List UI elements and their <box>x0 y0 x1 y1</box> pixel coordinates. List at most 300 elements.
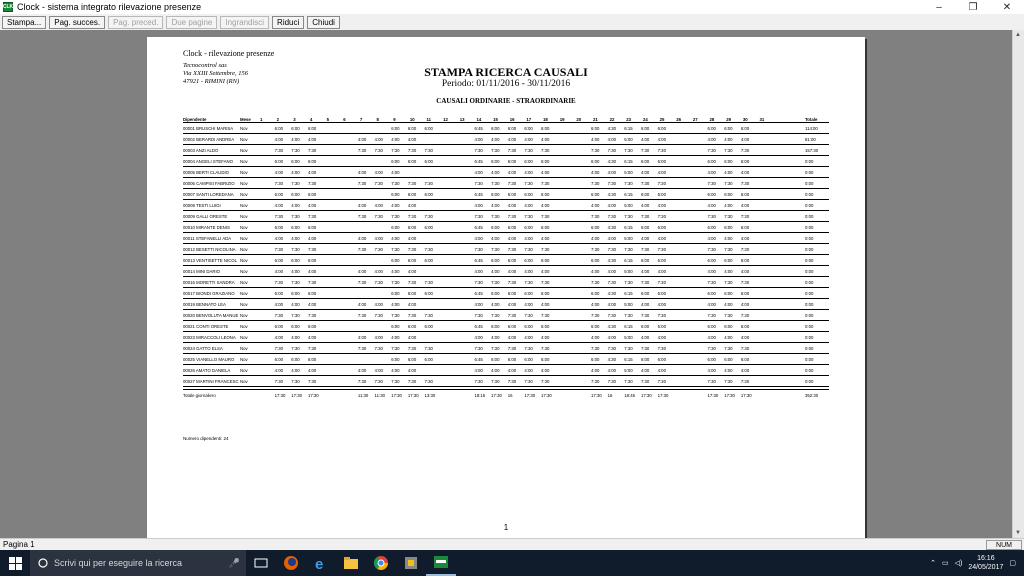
day-value: 6:00 <box>707 291 716 296</box>
previous-page-button[interactable]: Pag. preced. <box>108 16 163 29</box>
day-value: 7:30 <box>657 214 666 219</box>
day-value: 6:00 <box>591 291 600 296</box>
row-month: Nov <box>240 170 248 175</box>
taskbar-clock[interactable] <box>968 554 1003 572</box>
day-value: 6:00 <box>740 159 750 164</box>
header-employee: Dipendente <box>183 117 207 122</box>
row-total: 0:00 <box>805 181 814 186</box>
day-value: 7:30 <box>707 379 716 384</box>
daily-total: 17:30 <box>391 393 402 398</box>
day-value: 4:30 <box>607 126 617 131</box>
day-value: 6:00 <box>424 324 433 329</box>
zoom-out-button[interactable]: Riduci <box>272 16 304 29</box>
day-value: 4:00 <box>640 335 650 340</box>
day-value: 7:30 <box>407 346 417 351</box>
next-page-button[interactable]: Pag. succes. <box>49 16 105 29</box>
day-value: 7:30 <box>591 148 600 153</box>
day-value: 4:00 <box>507 368 517 373</box>
header-day: 26 <box>676 117 682 122</box>
table-row <box>183 343 829 354</box>
day-value: 7:30 <box>724 181 733 186</box>
day-value: 6:00 <box>307 159 317 164</box>
day-value: 6:00 <box>424 192 433 197</box>
row-month: Nov <box>240 357 248 362</box>
day-value: 7:30 <box>624 148 633 153</box>
day-value: 6:45 <box>474 357 483 362</box>
day-value: 6:00 <box>391 324 400 329</box>
day-value: 7:30 <box>407 181 417 186</box>
daily-total: 18:15 <box>474 393 486 398</box>
daily-total: 17:30 <box>740 393 752 398</box>
day-value: 4:00 <box>374 269 383 274</box>
row-total: 0:00 <box>805 192 814 197</box>
search-icon <box>38 558 48 568</box>
day-value: 6:00 <box>707 258 716 263</box>
system-tray <box>930 554 1024 572</box>
row-total: 0:00 <box>805 379 814 384</box>
day-value: 7:30 <box>391 148 400 153</box>
employee-name: 00003 ANZI ALDO <box>183 148 219 153</box>
day-value: 4:00 <box>524 137 533 142</box>
row-total: 0:00 <box>805 335 814 340</box>
day-value: 4:00 <box>491 203 500 208</box>
window-titlebar <box>0 0 1024 14</box>
day-value: 7:30 <box>524 214 533 219</box>
day-value: 4:00 <box>591 269 600 274</box>
day-value: 7:30 <box>491 346 500 351</box>
day-value: 4:00 <box>524 203 533 208</box>
day-value: 6:45 <box>474 225 483 230</box>
day-value: 6:00 <box>707 357 716 362</box>
day-value: 6:00 <box>274 357 284 362</box>
edge-icon[interactable] <box>306 550 336 576</box>
day-value: 7:30 <box>591 346 600 351</box>
day-value: 6:00 <box>707 192 716 197</box>
day-value: 6:00 <box>740 192 750 197</box>
day-value: 4:00 <box>607 269 617 274</box>
day-value: 6:00 <box>274 159 284 164</box>
microphone-icon[interactable]: 🎤 <box>228 557 240 568</box>
table-row <box>183 277 829 288</box>
day-value: 7:30 <box>624 247 633 252</box>
day-value: 4:00 <box>507 170 517 175</box>
preview-toolbar <box>0 14 1024 30</box>
day-value: 4:00 <box>640 170 650 175</box>
header-day: 14 <box>476 117 482 122</box>
day-value: 7:30 <box>291 346 300 351</box>
day-value: 4:00 <box>374 170 383 175</box>
day-value: 7:30 <box>591 280 600 285</box>
day-value: 7:30 <box>591 313 600 318</box>
day-value: 6:00 <box>640 324 650 329</box>
day-value: 7:30 <box>607 148 617 153</box>
row-month: Nov <box>240 368 248 373</box>
day-value: 6:00 <box>507 291 517 296</box>
day-value: 7:30 <box>274 313 284 318</box>
day-value: 4:00 <box>591 137 600 142</box>
day-value: 7:30 <box>740 280 750 285</box>
report-title: STAMPA RICERCA CAUSALI <box>424 65 588 79</box>
minimize-button[interactable]: – <box>936 1 942 13</box>
day-value: 4:00 <box>724 335 733 340</box>
day-value: 4:00 <box>391 368 400 373</box>
day-value: 6:00 <box>524 159 533 164</box>
chrome-icon[interactable] <box>366 550 396 576</box>
day-value: 4:00 <box>541 203 550 208</box>
day-value: 4:00 <box>357 368 367 373</box>
clock-time: 16:16 <box>977 555 995 562</box>
table-row <box>183 299 829 310</box>
daily-total: 11:30 <box>374 393 385 398</box>
table-row <box>183 189 829 200</box>
zoom-in-button[interactable]: Ingrandisci <box>220 16 269 29</box>
day-value: 4:00 <box>307 335 317 340</box>
header-day: 11 <box>426 117 432 122</box>
day-value: 6:00 <box>291 159 300 164</box>
row-total: 114:00 <box>805 126 818 131</box>
daily-total: 17:30 <box>491 393 502 398</box>
day-value: 4:00 <box>407 137 417 142</box>
table-row <box>183 255 829 266</box>
employee-name: 00005 BERTI CLAUDIO <box>183 170 230 175</box>
table-row <box>183 310 829 321</box>
day-value: 6:00 <box>724 159 733 164</box>
firefox-icon[interactable] <box>276 550 306 576</box>
daily-total: 17:30 <box>724 393 735 398</box>
header-day: 1 <box>260 117 263 122</box>
daily-total: 17:30 <box>541 393 552 398</box>
day-value: 7:30 <box>740 379 750 384</box>
num-lock-indicator: NUM <box>986 540 1022 550</box>
day-value: 7:30 <box>274 214 284 219</box>
day-value: 7:30 <box>607 181 617 186</box>
day-value: 4:00 <box>707 203 716 208</box>
day-value: 4:00 <box>657 269 666 274</box>
day-value: 4:00 <box>640 236 650 241</box>
day-value: 6:45 <box>474 324 483 329</box>
day-value: 7:30 <box>624 313 633 318</box>
day-value: 7:30 <box>407 313 417 318</box>
day-value: 4:00 <box>591 236 600 241</box>
day-value: 4:30 <box>607 357 617 362</box>
day-value: 7:30 <box>424 313 433 318</box>
day-value: 4:00 <box>507 302 517 307</box>
day-value: 4:00 <box>291 302 300 307</box>
day-value: 4:00 <box>274 236 284 241</box>
daily-total: 17:30 <box>307 393 319 398</box>
header-month: Mese <box>240 117 251 122</box>
day-value: 4:00 <box>707 302 716 307</box>
day-value: 7:30 <box>424 379 433 384</box>
day-value: 4:00 <box>657 236 666 241</box>
day-value: 6:00 <box>407 258 417 263</box>
print-button[interactable]: Stampa... <box>2 16 46 29</box>
clock-taskbar-icon[interactable] <box>426 550 456 576</box>
day-value: 7:30 <box>541 247 550 252</box>
day-value: 7:30 <box>640 181 650 186</box>
day-value: 7:30 <box>640 346 650 351</box>
day-value: 7:30 <box>374 181 383 186</box>
day-value: 6:00 <box>524 258 533 263</box>
day-value: 4:00 <box>657 203 666 208</box>
day-value: 4:00 <box>357 269 367 274</box>
table-row <box>183 145 829 156</box>
day-value: 7:30 <box>624 379 633 384</box>
day-value: 4:00 <box>391 302 400 307</box>
day-value: 4:00 <box>541 302 550 307</box>
day-value: 6:00 <box>541 159 550 164</box>
day-value: 7:30 <box>624 181 633 186</box>
day-value: 4:00 <box>640 302 650 307</box>
close-preview-button[interactable]: Chiudi <box>307 16 340 29</box>
row-month: Nov <box>240 379 248 384</box>
day-value: 7:30 <box>407 379 417 384</box>
day-value: 6:45 <box>474 258 483 263</box>
day-value: 7:30 <box>291 313 300 318</box>
day-value: 6:45 <box>474 126 483 131</box>
vertical-scrollbar[interactable] <box>1012 30 1024 538</box>
day-value: 6:00 <box>524 291 533 296</box>
day-value: 6:00 <box>424 225 433 230</box>
day-value: 6:00 <box>724 225 733 230</box>
chevron-up-icon[interactable]: ⌃ <box>930 560 936 567</box>
row-total: 0:00 <box>805 247 814 252</box>
day-value: 4:00 <box>657 137 666 142</box>
day-value: 6:00 <box>307 258 317 263</box>
day-value: 4:00 <box>707 335 716 340</box>
day-value: 6:00 <box>424 159 433 164</box>
table-row <box>183 354 829 365</box>
daily-total: 17:30 <box>657 393 669 398</box>
header-day: 29 <box>726 117 731 122</box>
header-day: 30 <box>742 117 748 122</box>
day-value: 6:00 <box>424 357 433 362</box>
day-value: 6:00 <box>307 126 317 131</box>
table-header-row <box>183 114 829 123</box>
day-value: 6:00 <box>491 324 500 329</box>
day-value: 7:30 <box>357 214 367 219</box>
day-value: 7:30 <box>524 379 533 384</box>
day-value: 6:00 <box>640 192 650 197</box>
day-value: 6:00 <box>274 192 284 197</box>
day-value: 7:30 <box>541 280 550 285</box>
app-icon[interactable] <box>396 550 426 576</box>
day-value: 7:30 <box>607 313 617 318</box>
day-value: 6:15 <box>624 258 633 263</box>
daily-totals-row <box>183 389 829 400</box>
day-value: 6:00 <box>391 225 400 230</box>
row-month: Nov <box>240 247 248 252</box>
daily-total: 17:30 <box>291 393 303 398</box>
day-value: 7:30 <box>640 148 650 153</box>
day-value: 7:30 <box>391 181 400 186</box>
day-value: 7:30 <box>357 280 367 285</box>
header-day: 25 <box>659 117 665 122</box>
day-value: 4:00 <box>274 335 284 340</box>
two-pages-button[interactable]: Due pagine <box>166 16 217 29</box>
employee-name: 00019 BENNATO LEA <box>183 302 226 307</box>
day-value: 7:30 <box>640 280 650 285</box>
table-row <box>183 266 829 277</box>
day-value: 7:30 <box>607 280 617 285</box>
day-value: 4:00 <box>524 335 533 340</box>
day-value: 6:00 <box>541 192 550 197</box>
day-value: 4:00 <box>707 236 716 241</box>
day-value: 6:00 <box>291 126 300 131</box>
header-day: 27 <box>692 117 698 122</box>
header-day: 9 <box>393 117 396 122</box>
table-row <box>183 156 829 167</box>
day-value: 4:00 <box>707 137 716 142</box>
day-value: 7:30 <box>507 148 517 153</box>
day-value: 6:00 <box>657 192 666 197</box>
day-value: 4:00 <box>640 368 650 373</box>
day-value: 6:45 <box>474 291 483 296</box>
row-month: Nov <box>240 159 248 164</box>
day-value: 4:00 <box>474 203 483 208</box>
address-line: Via XXIII Settembre, 156 <box>183 70 248 77</box>
header-day: 10 <box>409 117 415 122</box>
day-value: 6:00 <box>541 258 550 263</box>
day-value: 4:00 <box>474 368 483 373</box>
day-value: 4:00 <box>474 170 483 175</box>
day-value: 5:00 <box>624 335 633 340</box>
day-value: 6:00 <box>291 258 300 263</box>
day-value: 6:00 <box>274 291 284 296</box>
employee-name: 00024 GATTO ELSA <box>183 346 223 351</box>
employee-name: 00006 CAMPISI FABRIZIO <box>183 181 235 186</box>
day-value: 6:00 <box>291 192 300 197</box>
day-value: 7:30 <box>657 247 666 252</box>
day-value: 6:00 <box>491 291 500 296</box>
day-value: 6:00 <box>724 192 733 197</box>
header-day: 5 <box>326 117 329 122</box>
header-day: 3 <box>293 117 296 122</box>
report-period: Periodo: 01/11/2016 - 30/11/2016 <box>441 79 571 89</box>
day-value: 4:00 <box>740 137 750 142</box>
day-value: 7:30 <box>491 181 500 186</box>
day-value: 7:30 <box>307 247 317 252</box>
day-value: 7:30 <box>624 346 633 351</box>
day-value: 7:30 <box>307 313 317 318</box>
day-value: 4:00 <box>291 335 300 340</box>
day-value: 4:00 <box>491 335 500 340</box>
day-value: 4:00 <box>491 137 500 142</box>
day-value: 6:00 <box>407 357 417 362</box>
day-value: 6:00 <box>707 159 716 164</box>
day-value: 6:00 <box>541 357 550 362</box>
day-value: 4:30 <box>607 258 617 263</box>
day-value: 4:00 <box>274 269 284 274</box>
start-button[interactable] <box>0 550 30 576</box>
day-value: 7:30 <box>740 346 750 351</box>
day-value: 6:00 <box>274 126 284 131</box>
day-value: 4:00 <box>524 236 533 241</box>
header-day: 15 <box>493 117 498 122</box>
day-value: 4:00 <box>307 269 317 274</box>
day-value: 6:00 <box>407 192 417 197</box>
day-value: 4:00 <box>274 368 284 373</box>
day-value: 4:00 <box>607 302 617 307</box>
task-view-icon[interactable] <box>246 550 276 576</box>
day-value: 7:30 <box>291 181 300 186</box>
volume-icon[interactable]: ◁) <box>954 560 963 567</box>
day-value: 7:30 <box>374 379 383 384</box>
file-explorer-icon[interactable] <box>336 550 366 576</box>
row-month: Nov <box>240 313 248 318</box>
day-value: 7:30 <box>391 280 400 285</box>
day-value: 4:00 <box>357 236 367 241</box>
taskbar-search[interactable] <box>30 550 246 576</box>
day-value: 6:00 <box>407 324 417 329</box>
day-value: 4:00 <box>707 368 716 373</box>
day-value: 4:00 <box>724 368 733 373</box>
day-value: 5:00 <box>624 137 633 142</box>
day-value: 6:00 <box>724 258 733 263</box>
maximize-button[interactable]: ❐ <box>968 1 978 13</box>
day-value: 7:30 <box>474 280 483 285</box>
day-value: 7:30 <box>374 247 383 252</box>
day-value: 6:00 <box>291 357 300 362</box>
row-total: 0:00 <box>805 324 814 329</box>
day-value: 4:00 <box>407 335 417 340</box>
day-value: 6:15 <box>624 225 633 230</box>
employee-name: 00016 MORETTI SANDRA <box>183 280 235 285</box>
day-value: 7:30 <box>524 346 533 351</box>
scroll-up-icon[interactable]: ▲ <box>1015 32 1021 38</box>
day-value: 7:30 <box>357 346 367 351</box>
day-value: 7:30 <box>391 346 400 351</box>
day-value: 6:00 <box>507 159 517 164</box>
table-row <box>183 244 829 255</box>
row-total: 0:00 <box>805 170 814 175</box>
day-value: 6:00 <box>491 357 500 362</box>
day-value: 7:30 <box>407 214 417 219</box>
table-row <box>183 222 829 233</box>
day-value: 4:00 <box>657 170 666 175</box>
row-month: Nov <box>240 335 248 340</box>
day-value: 7:30 <box>374 346 383 351</box>
day-value: 5:00 <box>624 302 633 307</box>
table-row <box>183 167 829 178</box>
employee-name: 00021 CONTI ORESTE <box>183 324 229 329</box>
day-value: 6:00 <box>274 258 284 263</box>
day-value: 4:00 <box>357 203 367 208</box>
day-value: 7:30 <box>524 181 533 186</box>
day-value: 7:30 <box>424 214 433 219</box>
row-month: Nov <box>240 324 248 329</box>
network-icon[interactable]: ▭ <box>941 560 949 567</box>
close-button[interactable]: ✕ <box>1002 1 1012 13</box>
notifications-icon[interactable]: ▢ <box>1009 560 1016 567</box>
row-month: Nov <box>240 302 248 307</box>
day-value: 4:00 <box>391 335 400 340</box>
day-value: 4:00 <box>357 170 367 175</box>
header-day: 4 <box>309 117 313 122</box>
day-value: 4:00 <box>724 137 733 142</box>
table-row <box>183 233 829 244</box>
day-value: 6:00 <box>541 225 550 230</box>
day-value: 4:00 <box>607 137 617 142</box>
day-value: 4:00 <box>524 368 533 373</box>
day-value: 4:00 <box>657 335 666 340</box>
day-value: 4:00 <box>724 269 733 274</box>
scroll-down-icon[interactable]: ▼ <box>1015 530 1021 536</box>
day-value: 6:00 <box>407 126 417 131</box>
day-value: 4:00 <box>357 335 367 340</box>
employee-name: 00017 BIONDI GRAZIANO <box>183 291 235 296</box>
day-value: 4:00 <box>291 269 300 274</box>
